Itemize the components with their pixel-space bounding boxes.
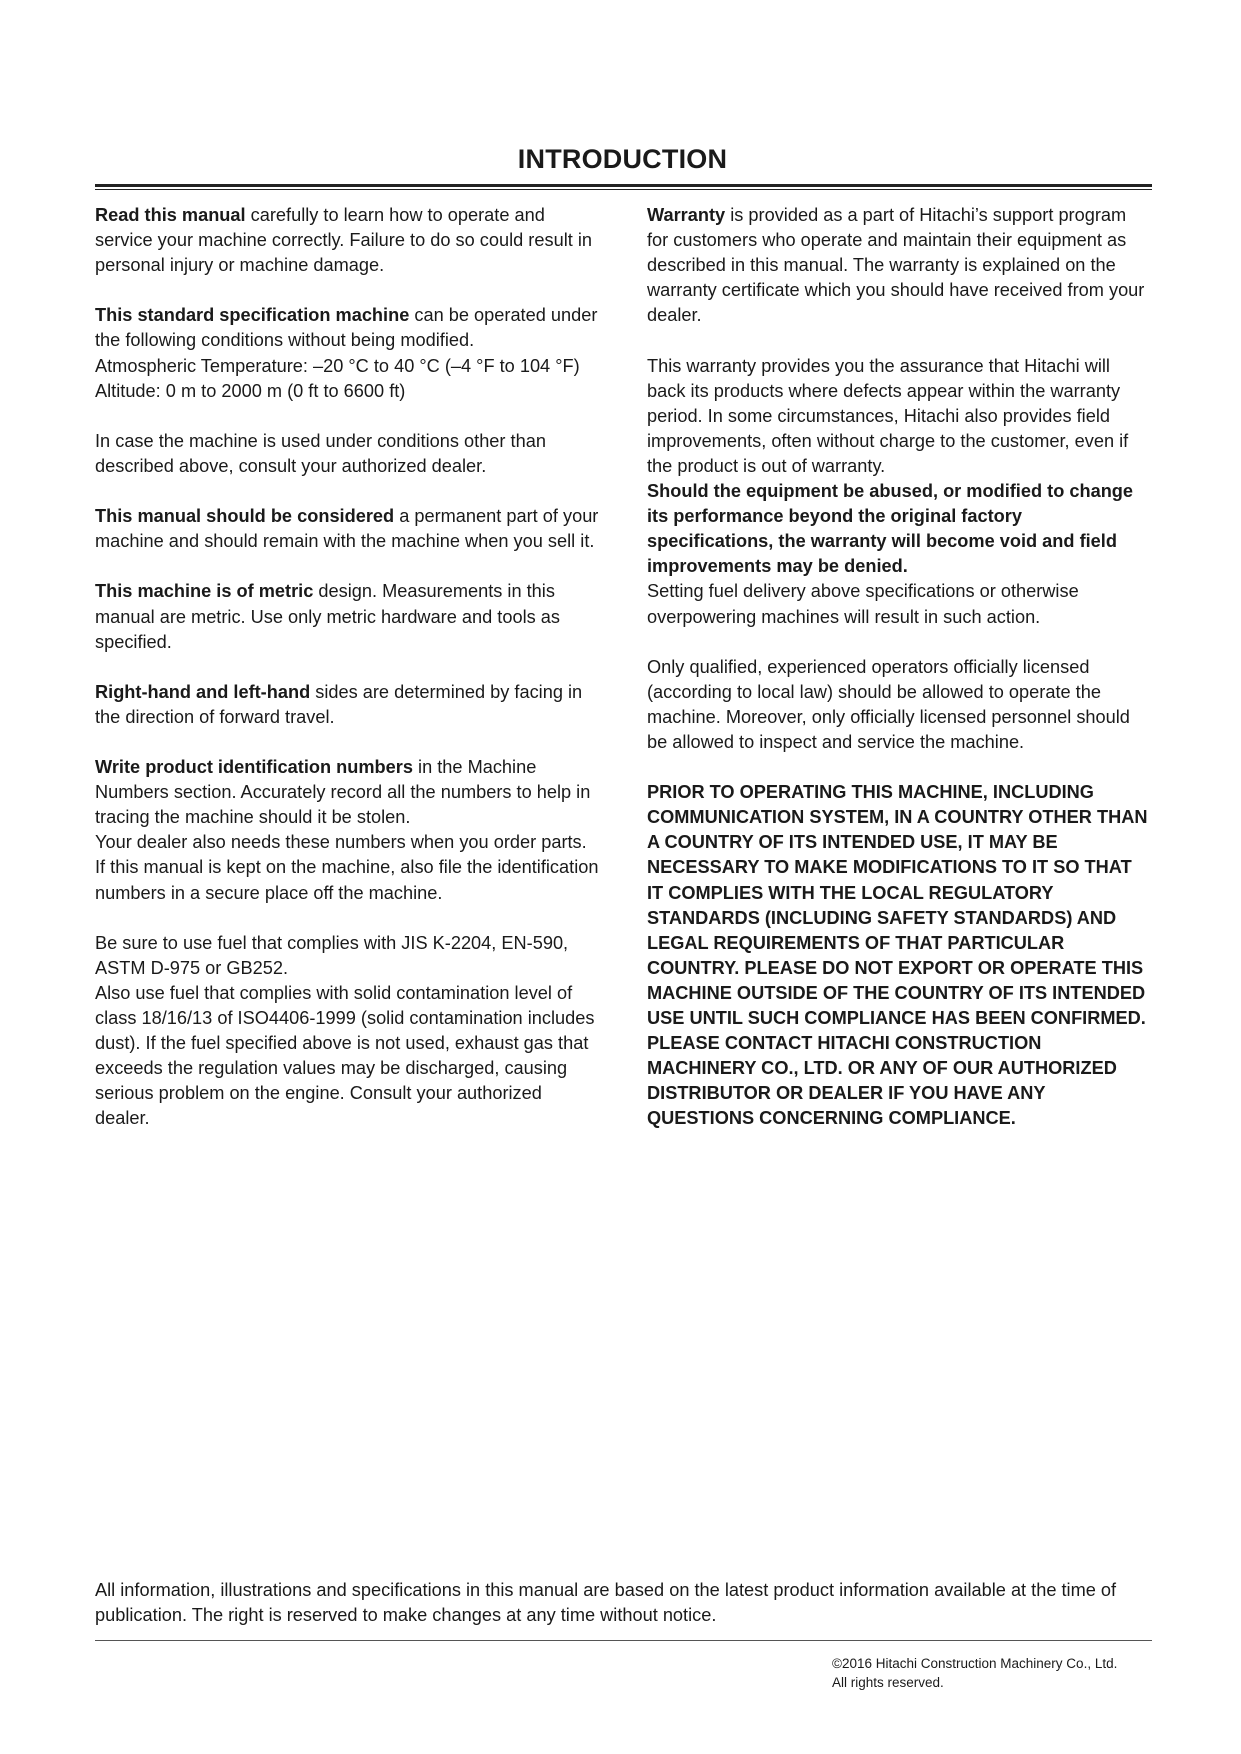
title-rule-thin [95, 189, 1152, 190]
paragraph-sides [95, 680, 600, 730]
page-title: INTRODUCTION [517, 144, 728, 174]
footer-rule [95, 1640, 1152, 1641]
paragraph-body: carefully to learn how to operate and service your machine correctly. Failure to do so could result in personal injury or machine damage. [95, 205, 592, 276]
temperature-range: Atmospheric Temperature: –20 °C to 40 °C (–4 °F to 104 °F) [95, 355, 580, 376]
paragraph-lead: This machine is of metric [95, 581, 314, 602]
paragraph-lead: Warranty [647, 205, 726, 225]
paragraph-body: sides are determined by facing in the direction of forward travel. [95, 681, 583, 727]
paragraph-body: Setting fuel delivery above specifications or otherwise overpowering machines will result in such action. [647, 581, 1079, 627]
paragraph-lead: Read this manual [95, 205, 246, 225]
paragraph-fuel [95, 931, 600, 1132]
paragraph-body: Only qualified, experienced operators officially licensed (according to local law) should be allowed to operate the machine. Moreover, only officially licensed personnel should be allowed to inspect and service the machine. [647, 656, 1130, 752]
paragraph-body: This warranty provides you the assurance that Hitachi will back its products where defects appear within the warranty period. In some circumstances, Hitachi also provides field improvements, often without charge to the customer, even if the product is out of warranty. [647, 355, 1129, 476]
paragraph-warranty-assurance [647, 354, 1152, 630]
compliance-notice: PRIOR TO OPERATING THIS MACHINE, INCLUDING COMMUNICATION SYSTEM, IN A COUNTRY OTHER THAN A COUNTRY OF ITS INTENDED USE, IT MAY BE NECESSARY TO MAKE MODIFICATIONS TO IT SO THAT IT COMPLIES WITH THE LOCAL REGULATORY STANDARDS (INCLUDING SAFETY STANDARDS) AND LEGAL REQUIREMENTS OF THAT PARTICULAR COUNTRY. PLEASE DO NOT EXPORT OR OPERATE THIS MACHINE OUTSIDE OF THE COUNTRY OF ITS INTENDED USE UNTIL SUCH COMPLIANCE HAS BEEN CONFIRMED. PLEASE CONTACT HITACHI CONSTRUCTION MACHINERY CO., LTD. OR ANY OF OUR AUTHORIZED DISTRIBUTOR OR DEALER IF YOU HAVE ANY QUESTIONS CONCERNING COMPLIANCE. [647, 782, 1148, 1129]
disclaimer-note: All information, illustrations and specifications in this manual are based on the latest product information available at the time of publication. The right is reserved to make changes at any time without notice. [95, 1580, 1117, 1625]
paragraph-body: a permanent part of your machine and should remain with the machine when you sell it. [95, 506, 599, 552]
paragraph-body: Be sure to use fuel that complies with JIS K-2204, EN-590, ASTM D-975 or GB252. [95, 932, 569, 978]
warranty-void-warning: Should the equipment be abused, or modified to change its performance beyond the original factory specifications, the warranty will become void and field improvements may be denied. [647, 481, 1134, 577]
paragraph-body: design. Measurements in this manual are metric. Use only metric hardware and tools as specified. [95, 581, 560, 652]
right-column [647, 203, 1152, 1131]
paragraph-body: Your dealer also needs these numbers when you order parts. If this manual is kept on the machine, also file the identification numbers in a secure place off the machine. [95, 832, 599, 903]
paragraph-body: is provided as a part of Hitachi’s support program for customers who operate and maintain their equipment as described in this manual. The warranty is explained on the warranty certificate which you should have received from your dealer. [647, 205, 1145, 326]
paragraph-other-conditions [95, 429, 600, 479]
paragraph-body: Also use fuel that complies with solid contamination level of class 18/16/13 of ISO4406-1999 (solid contamination includes dust). If the fuel specified above is not used, exhaust gas that exceeds the regulation values may be discharged, causing serious problem on the engine. Consult your authorized dealer. [95, 982, 595, 1129]
paragraph-metric [95, 579, 600, 654]
paragraph-warranty [647, 203, 1152, 328]
paragraph-lead: Write product identification numbers [95, 757, 413, 778]
left-column [95, 203, 600, 1131]
copyright [832, 1654, 1117, 1692]
paragraph-read-manual [95, 203, 600, 278]
paragraph-body: In case the machine is used under conditions other than described above, consult your authorized dealer. [95, 430, 546, 476]
paragraph-body: in the Machine Numbers section. Accurately record all the numbers to help in tracing the machine should it be stolen. [95, 757, 591, 828]
rights-line: All rights reserved. [832, 1675, 944, 1690]
copyright-line: ©2016 Hitachi Construction Machinery Co., Ltd. [832, 1656, 1118, 1671]
altitude-range: Altitude: 0 m to 2000 m (0 ft to 6600 ft) [95, 380, 406, 401]
paragraph-lead: This standard specification machine [95, 305, 410, 326]
paragraph-lead: This manual should be considered [95, 506, 395, 527]
paragraph-operators [647, 655, 1152, 755]
paragraph-standard-spec [95, 303, 600, 403]
paragraph-identification [95, 755, 600, 906]
paragraph-lead: Right-hand and left-hand [95, 681, 311, 702]
paragraph-permanent-part [95, 504, 600, 554]
title-rule-thick [95, 184, 1152, 187]
paragraph-body: can be operated under the following conditions without being modified. [95, 305, 598, 351]
